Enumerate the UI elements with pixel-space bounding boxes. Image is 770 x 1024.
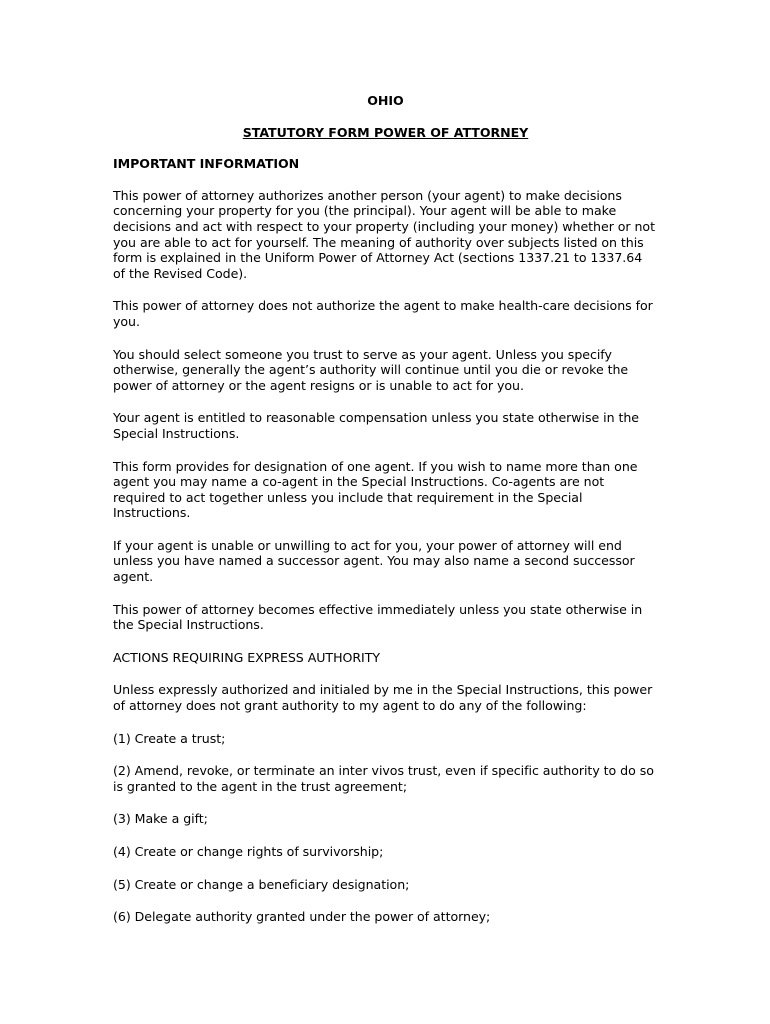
paragraph-compensation: Your agent is entitled to reasonable compensation unless you state otherwise in the Special Instructions. bbox=[113, 410, 639, 441]
paragraph-successor-agent: If your agent is unable or unwilling to act for you, your power of attorney will end unless you have named a successor agent. You may also name a second successor agent. bbox=[113, 537, 635, 585]
express-authority-intro: Unless expressly authorized and initialed by me in the Special Instructions, this power of attorney does not grant authority to my agent to do any of the following: bbox=[113, 682, 653, 714]
list-item: (6) Delegate authority granted under the power of attorney; bbox=[113, 909, 491, 925]
express-authority-heading: ACTIONS REQUIRING EXPRESS AUTHORITY bbox=[113, 649, 381, 665]
paragraph-effective: This power of attorney becomes effective immediately unless you state otherwise in the Special Instructions. bbox=[113, 601, 643, 633]
form-title: STATUTORY FORM POWER OF ATTORNEY bbox=[242, 124, 529, 140]
paragraph-select-agent: You should select someone you trust to serve as your agent. Unless you specify otherwise, generally the agent’s authority will continue until you die or revoke the power of attorney or the agent resigns or is unable to act for you. bbox=[113, 346, 629, 393]
important-information-heading: IMPORTANT INFORMATION bbox=[113, 156, 300, 172]
list-item: (5) Create or change a beneficiary designation; bbox=[113, 876, 410, 892]
state-title: OHIO bbox=[367, 93, 404, 108]
list-item: (1) Create a trust; bbox=[113, 730, 226, 746]
paragraph-authorization: This power of attorney authorizes another person (your agent) to make decisions concerning your property for you (the principal). Your agent will be able to make decisions and act with respect to your property (including your money) whether or not you are able to act for yourself. The meaning of authority over subjects listed on this form is explained in the Uniform Power of Attorney Act (sections 1337.21 to 1337.64 of the Revised Code). bbox=[113, 187, 655, 281]
list-item: (4) Create or change rights of survivorship; bbox=[113, 844, 384, 859]
list-item: (2) Amend, revoke, or terminate an inter vivos trust, even if specific authority to do so is granted to the agent in the trust agreement; bbox=[113, 763, 654, 794]
paragraph-co-agent: This form provides for designation of one agent. If you wish to name more than one agent you may name a co-agent in the Special Instructions. Co-agents are not required to act together unless you include that requirement in the Special Instructions. bbox=[113, 458, 638, 521]
document-body bbox=[113, 93, 658, 942]
list-item: (3) Make a gift; bbox=[113, 811, 208, 827]
paragraph-health-care: This power of attorney does not authorize the agent to make health-care decisions for you. bbox=[113, 298, 653, 329]
